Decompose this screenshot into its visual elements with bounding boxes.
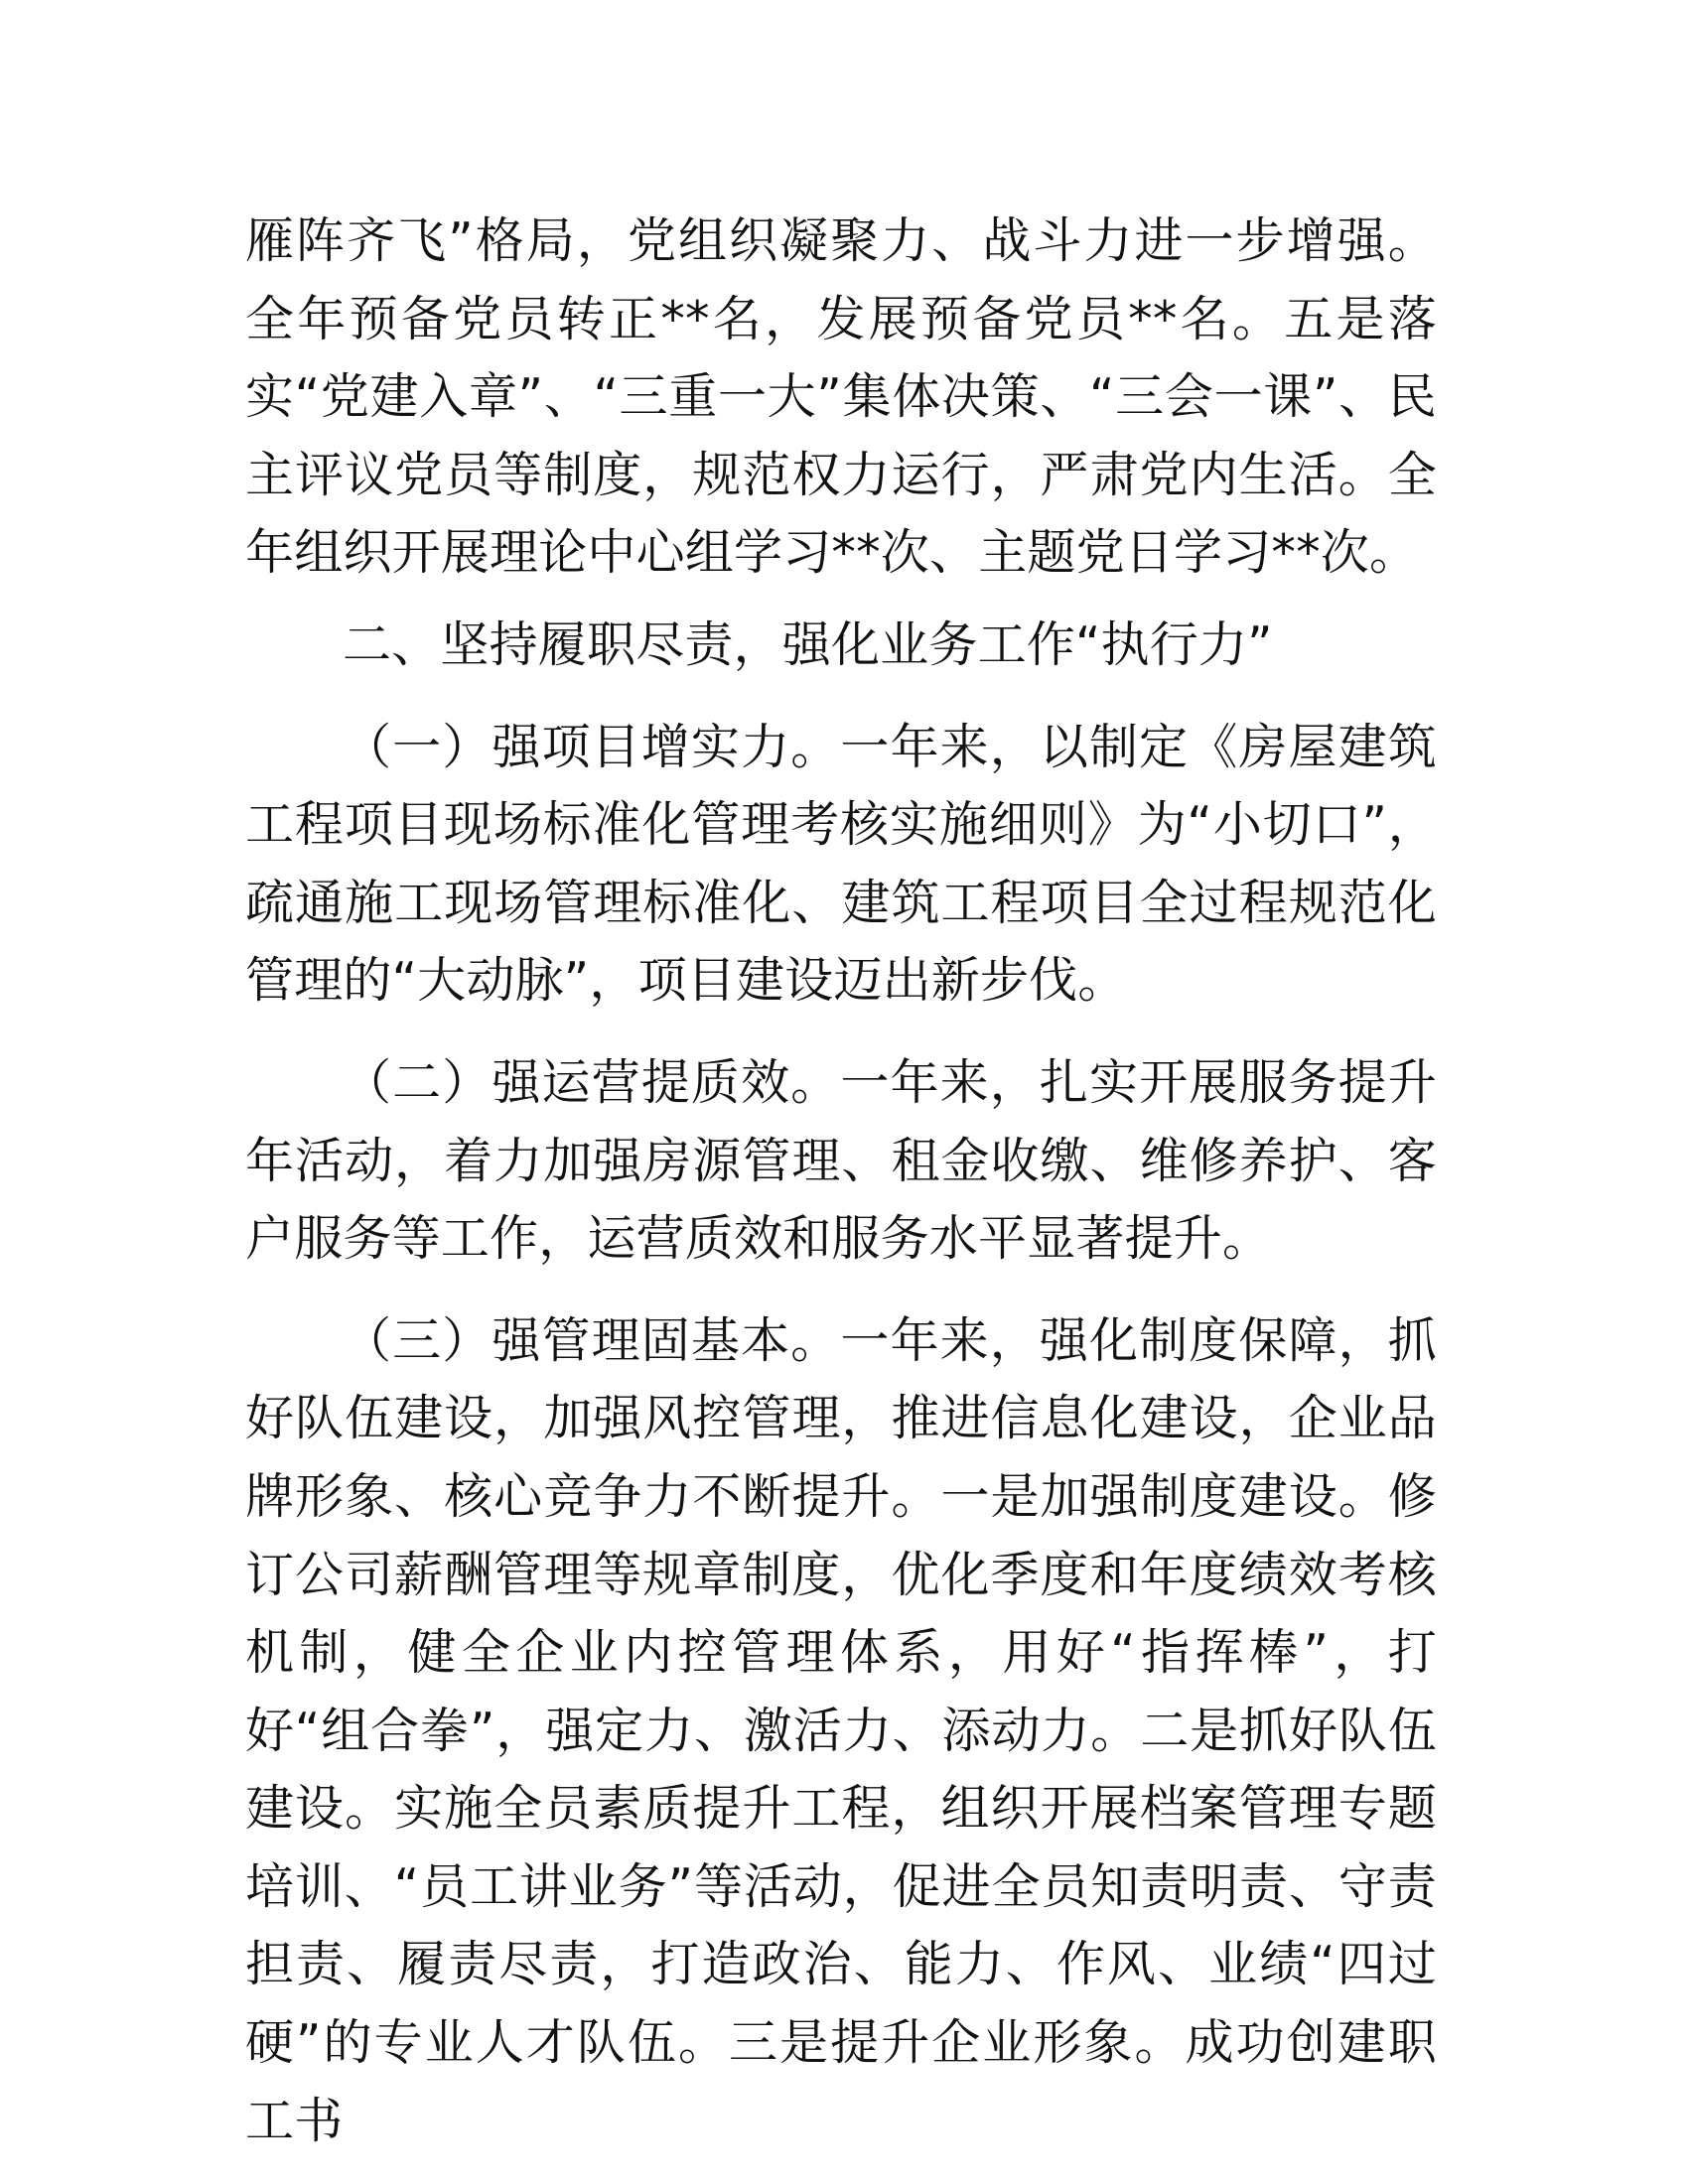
section-heading-2: 二、坚持履职尽责，强化业务工作“执行力” <box>343 615 1273 673</box>
document-page <box>245 203 1437 2160</box>
paragraph-item-1: （一）强项目增实力。一年来，以制定《房屋建筑工程项目现场标准化管理考核实施细则》为“小切口”，疏通施工现场管理标准化、建筑工程项目全过程规范化管理的“大动脉”，项目建设迈出新步伐。 <box>245 718 1437 1010</box>
paragraph-item-3: （三）强管理固基本。一年来，强化制度保障，抓好队伍建设，加强风控管理，推进信息化建设，企业品牌形象、核心竞争力不断提升。一是加强制度建设。修订公司薪酬管理等规章制度，优化季度和年度绩效考核机制，健全企业内控管理体系，用好“指挥棒”，打好“组合拳”，强定力、激活力、添动力。二是抓好队伍建设。实施全员素质提升工程，组织开展档案管理专题培训、“员工讲业务”等活动，促进全员知责明责、守责担责、履责尽责，打造政治、能力、作风、业绩“四过硬”的专业人才队伍。三是提升企业形象。成功创建职工书 <box>245 1311 1437 2149</box>
paragraph-continuation: 雁阵齐飞”格局，党组织凝聚力、战斗力进一步增强。全年预备党员转正**名，发展预备党员**名。五是落实“党建入章”、“三重一大”集体决策、“三会一课”、民主评议党员等制度，规范权力运行，严肃党内生活。全年组织开展理论中心组学习**次、主题党日学习**次。 <box>245 212 1437 582</box>
paragraph-item-2: （二）强运营提质效。一年来，扎实开展服务提升年活动，着力加强房源管理、租金收缴、维修养护、客户服务等工作，运营质效和服务水平显著提升。 <box>245 1053 1437 1268</box>
